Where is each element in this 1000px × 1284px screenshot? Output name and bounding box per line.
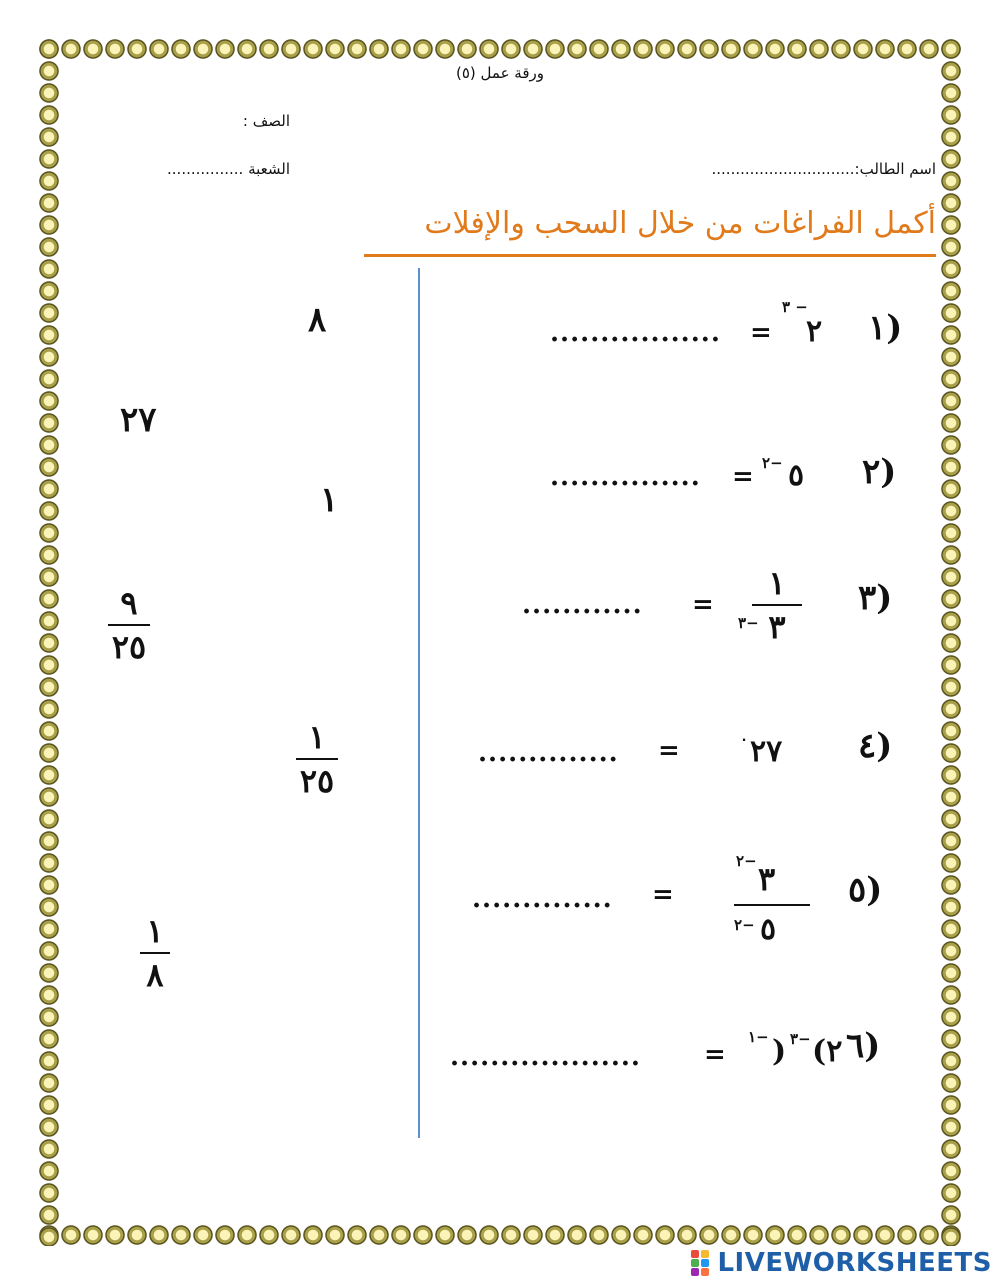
answer-choice-1-25[interactable] (296, 718, 338, 800)
question-4-exponent: ٠ (740, 730, 749, 748)
question-5-numerator: ٣ (758, 860, 776, 898)
question-6-outer-exponent: ١− (748, 1028, 769, 1046)
answer-choice-1-25-denominator: ٢٥ (299, 762, 335, 800)
answer-choice-8[interactable]: ٨ (308, 300, 327, 340)
question-6-inner-exponent: ٣− (790, 1030, 811, 1048)
instruction-heading: أكمل الفراغات من خلال السحب والإفلات (364, 206, 936, 257)
border-bottom (38, 1224, 962, 1246)
answer-choice-27[interactable]: ٢٧ (120, 400, 157, 440)
question-3-blank[interactable]: ............ (522, 590, 643, 620)
answer-choice-9-25[interactable] (108, 584, 150, 666)
fraction-bar (296, 758, 338, 760)
question-1-exponent: ٣ − (782, 298, 808, 316)
question-3-denominator: ٣ (768, 608, 786, 646)
fraction-bar (108, 624, 150, 626)
question-2-blank[interactable]: ............... (550, 462, 701, 492)
column-divider (418, 268, 420, 1138)
section-label: الشعبة ................ (167, 160, 290, 178)
question-3-number: ٣) (858, 578, 893, 618)
question-6-close-paren: ) (772, 1034, 787, 1069)
answer-choice-1-8[interactable] (140, 912, 170, 994)
border-top (38, 38, 962, 60)
answer-choice-9-25-denominator: ٢٥ (111, 628, 147, 666)
question-5-equals: = (652, 880, 674, 910)
question-6-number: ٦) (846, 1026, 881, 1066)
answer-choice-1-8-numerator: ١ (146, 912, 164, 950)
question-6-blank[interactable]: ................... (450, 1042, 641, 1072)
question-5-denominator: ٥ (760, 912, 777, 947)
class-label: الصف : (242, 112, 290, 130)
answer-choice-1[interactable]: ١ (320, 480, 339, 520)
border-right (940, 38, 962, 1246)
fraction-bar (140, 952, 170, 954)
question-4-base: ٢٧ (750, 734, 783, 769)
border-left (38, 38, 60, 1246)
question-1-blank[interactable]: ................. (550, 318, 721, 348)
question-2-base: ٥ (788, 458, 805, 493)
question-4-number: ٤) (858, 726, 893, 766)
question-3-exponent: ٣− (738, 614, 759, 632)
question-5-fraction-bar (734, 904, 810, 906)
question-6-equals: = (704, 1040, 726, 1070)
liveworksheets-brand-text: LIVEWORKSHEETS (717, 1248, 992, 1278)
answer-choice-1-8-denominator: ٨ (146, 956, 164, 994)
liveworksheets-logo (691, 1246, 992, 1280)
question-5-number: ٥) (848, 870, 883, 910)
worksheet-title: ورقة عمل (٥) (456, 64, 544, 82)
question-5-numerator-exponent: ٢− (736, 852, 757, 870)
fraction-bar (752, 604, 802, 606)
question-6-base: (٢ (812, 1034, 843, 1069)
question-2-exponent: ٢− (762, 454, 783, 472)
question-2-number: ٢) (862, 452, 897, 492)
question-3-fraction (752, 564, 802, 646)
question-5-blank[interactable]: .............. (472, 884, 613, 914)
question-1-equals: = (750, 318, 772, 348)
question-5-denominator-exponent: ٢− (734, 916, 755, 934)
question-2-equals: = (732, 462, 754, 492)
answer-choice-1-25-numerator: ١ (308, 718, 326, 756)
question-4-equals: = (658, 736, 680, 766)
question-1-base: ٢ (806, 314, 823, 349)
question-1-number: ١) (868, 308, 903, 348)
liveworksheets-logo-icon (691, 1250, 711, 1276)
question-3-equals: = (692, 590, 714, 620)
answer-choice-9-25-numerator: ٩ (120, 584, 138, 622)
question-3-numerator: ١ (768, 564, 786, 602)
student-name-label: اسم الطالب:.............................. (711, 160, 936, 178)
question-4-blank[interactable]: .............. (478, 738, 619, 768)
